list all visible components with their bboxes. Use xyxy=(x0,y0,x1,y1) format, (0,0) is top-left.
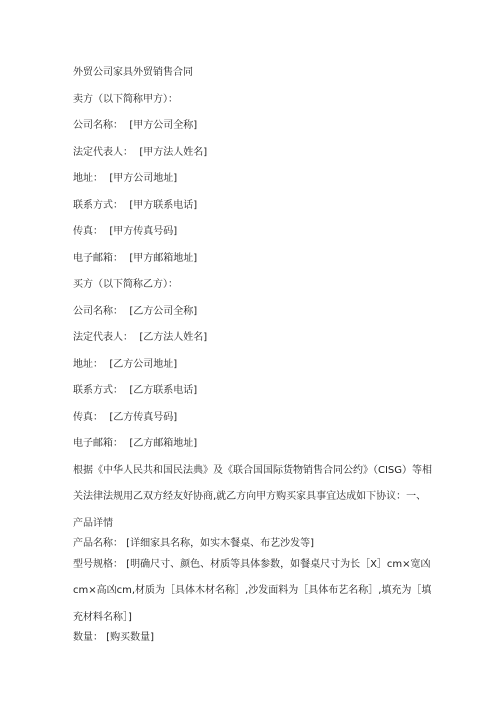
field-value: [甲方联系电话] xyxy=(129,199,198,211)
field-value: [甲方公司全称] xyxy=(129,120,198,131)
seller-contact xyxy=(73,199,433,213)
field-label: 传真： xyxy=(73,411,103,423)
seller-company-name xyxy=(73,119,433,133)
buyer-email xyxy=(73,437,433,451)
preamble-paragraph: 根据《中华人民共和国民法典》及《联合国国际货物销售合同公约》（CISG）等相关法律法规用乙双方经友好协商,就乙方向甲方购买家具事宜达成如下协议：一、产品详情 xyxy=(73,464,433,529)
seller-address xyxy=(73,172,433,186)
field-label: 传真： xyxy=(73,226,103,237)
field-label: 电子邮箱： xyxy=(73,252,123,264)
field-label: 公司名称： xyxy=(73,120,123,131)
field-label: 地址： xyxy=(73,173,103,184)
buyer-legal-representative xyxy=(73,331,433,345)
field-value: [甲方公司地址] xyxy=(109,173,178,184)
buyer-address xyxy=(73,358,433,372)
quantity-paragraph: 数量： [购买数量] xyxy=(73,632,154,643)
field-value: [乙方邮箱地址] xyxy=(129,438,198,449)
seller-legal-representative xyxy=(73,146,433,160)
field-label: 法定代表人： xyxy=(73,332,133,343)
field-label: 地址： xyxy=(73,358,103,370)
field-label: 法定代表人： xyxy=(73,146,133,158)
field-label: 联系方式： xyxy=(73,199,123,211)
buyer-company-name xyxy=(73,305,433,319)
field-label: 联系方式： xyxy=(73,385,123,396)
buyer-heading: 买方（以下简称乙方）： xyxy=(73,279,178,290)
contract-body xyxy=(73,66,433,652)
field-value: [甲方传真号码] xyxy=(109,226,178,237)
field-value: [乙方公司地址] xyxy=(109,358,178,370)
buyer-contact xyxy=(73,384,433,398)
field-value: [甲方法人姓名] xyxy=(139,146,208,158)
document-title: 外贸公司家具外贸销售合同 xyxy=(73,67,193,78)
buyer-fax xyxy=(73,411,433,425)
field-value: [乙方法人姓名] xyxy=(139,332,208,343)
field-label: 电子邮箱： xyxy=(73,438,123,449)
model-spec-paragraph: 型号规格： [明确尺寸、颜色、材质等具体参数，如餐桌尺寸为长［X］cm×宽凶cm×高凶cm,材质为［具体木材名称］,沙发面料为［具体布艺名称］,填充为［填充材料名称］] xyxy=(73,558,432,623)
seller-fax xyxy=(73,225,433,239)
field-value: [乙方公司全称] xyxy=(129,305,198,317)
field-value: [乙方传真号码] xyxy=(109,411,178,423)
field-label: 公司名称： xyxy=(73,305,123,317)
field-value: [乙方联系电话] xyxy=(129,385,198,396)
product-name-paragraph: 产品名称： [详细家具名称，如实木餐桌、布艺沙发等] xyxy=(73,538,314,549)
field-value: [甲方邮箱地址] xyxy=(129,252,198,264)
seller-heading: 卖方（以下简称甲方）： xyxy=(73,93,178,105)
seller-email xyxy=(73,252,433,266)
